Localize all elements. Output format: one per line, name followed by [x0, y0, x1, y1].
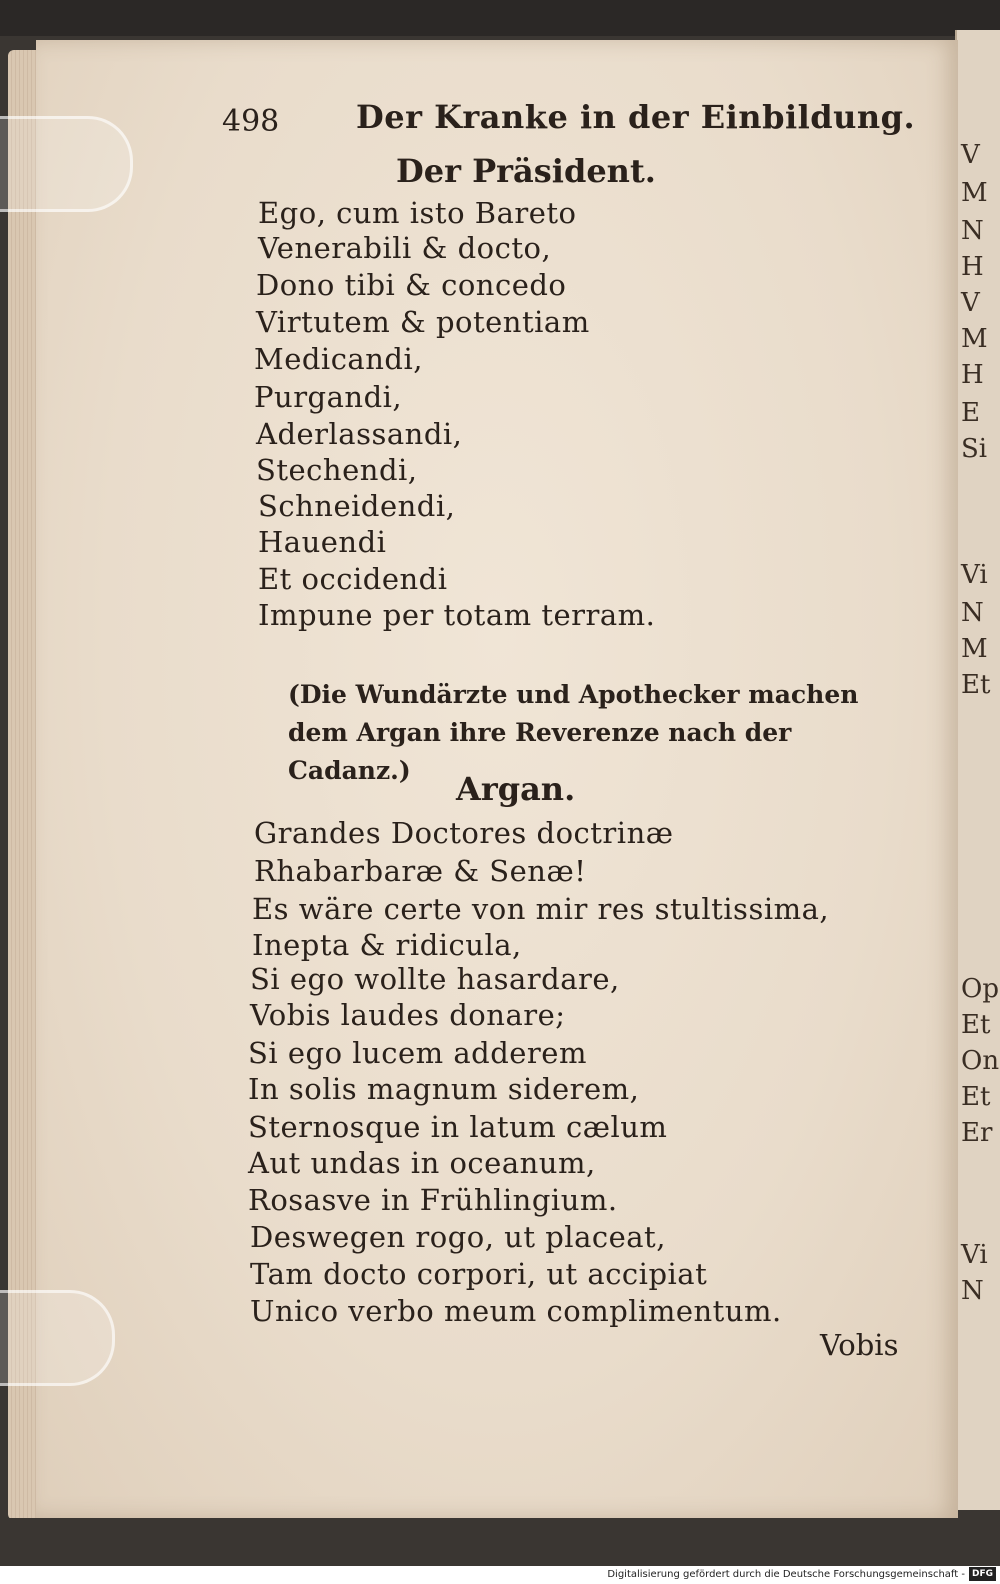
facing-page-fragment: H — [961, 252, 984, 282]
page-clip-top — [0, 116, 133, 212]
verse-line: Medicandi, — [254, 342, 423, 376]
stage-direction: (Die Wundärzte und Apothecker machen dem Argan ihre Reverenze nach der Cadanz.) — [288, 680, 859, 785]
facing-page-fragment: N — [961, 216, 984, 246]
verse-line: Si ego lucem adderem — [248, 1036, 587, 1070]
running-head: Der Kranke in der Einbildung. — [356, 98, 916, 136]
facing-page-fragment: E — [961, 398, 980, 428]
facing-page-fragment: V — [961, 288, 980, 318]
facing-page-fragment: Er — [961, 1118, 993, 1148]
verse-line: Inepta & ridicula, — [252, 928, 522, 962]
facing-page-fragment: Op — [961, 974, 999, 1004]
footer-text: Digitalisierung gefördert durch die Deutsche Forschungsgemeinschaft - — [607, 1569, 965, 1580]
verse-line: Schneidendi, — [258, 489, 456, 523]
verse-line: Vobis laudes donare; — [250, 998, 566, 1032]
page-number: 498 — [222, 104, 280, 139]
verse-line: Stechendi, — [256, 453, 418, 487]
verse-line: Grandes Doctores doctrinæ — [254, 816, 674, 850]
catchword: Vobis — [820, 1328, 899, 1362]
facing-page-fragment: M — [961, 178, 988, 208]
facing-page-fragment: Si — [961, 434, 988, 464]
verse-line: Venerabili & docto, — [258, 231, 552, 265]
verse-line: In solis magnum siderem, — [248, 1072, 640, 1106]
dfg-logo: DFG — [969, 1567, 996, 1581]
facing-page-fragment: N — [961, 1276, 984, 1306]
verse-line: Rosasve in Frühlingium. — [248, 1183, 618, 1217]
verse-line: Aderlassandi, — [256, 417, 463, 451]
verse-line: Ego, cum isto Bareto — [258, 196, 577, 230]
facing-page-fragment: H — [961, 360, 984, 390]
speaker-president: Der Präsident. — [396, 152, 656, 190]
scan-top-border — [0, 0, 1000, 36]
verse-line: Aut undas in oceanum, — [248, 1146, 596, 1180]
verse-line: Impune per totam terram. — [258, 598, 656, 632]
facing-page-fragment: V — [961, 140, 980, 170]
verse-line: Et occidendi — [258, 562, 448, 596]
verse-line: Rhabarbaræ & Senæ! — [254, 854, 587, 888]
facing-page-fragment: N — [961, 598, 984, 628]
facing-page-fragment: M — [961, 324, 988, 354]
verse-line: Purgandi, — [254, 380, 403, 414]
verse-line: Dono tibi & concedo — [256, 268, 567, 302]
book-page — [36, 40, 958, 1518]
facing-page-edge — [955, 30, 1000, 1510]
scan-bottom-border — [0, 1518, 1000, 1566]
verse-line: Es wäre certe von mir res stultissima, — [252, 892, 830, 926]
verse-line: Tam docto corpori, ut accipiat — [250, 1257, 708, 1291]
facing-page-fragment: Et — [961, 1010, 991, 1040]
facing-page-fragment: M — [961, 634, 988, 664]
speaker-argan: Argan. — [456, 770, 576, 808]
facing-page-fragment: On — [961, 1046, 1000, 1076]
facing-page-fragment: Vi — [961, 1240, 988, 1270]
verse-line: Hauendi — [258, 525, 387, 559]
facing-page-fragment: Et — [961, 1082, 991, 1112]
digitization-footer — [0, 1566, 1000, 1584]
verse-line: Virtutem & potentiam — [256, 305, 590, 339]
verse-line: Deswegen rogo, ut placeat, — [250, 1220, 666, 1254]
facing-page-fragment: Vi — [961, 560, 988, 590]
page-clip-bottom — [0, 1290, 115, 1386]
facing-page-fragment: Et — [961, 670, 991, 700]
verse-line: Unico verbo meum complimentum. — [250, 1294, 782, 1328]
verse-line: Sternosque in latum cælum — [248, 1110, 668, 1144]
verse-line: Si ego wollte hasardare, — [250, 962, 620, 996]
